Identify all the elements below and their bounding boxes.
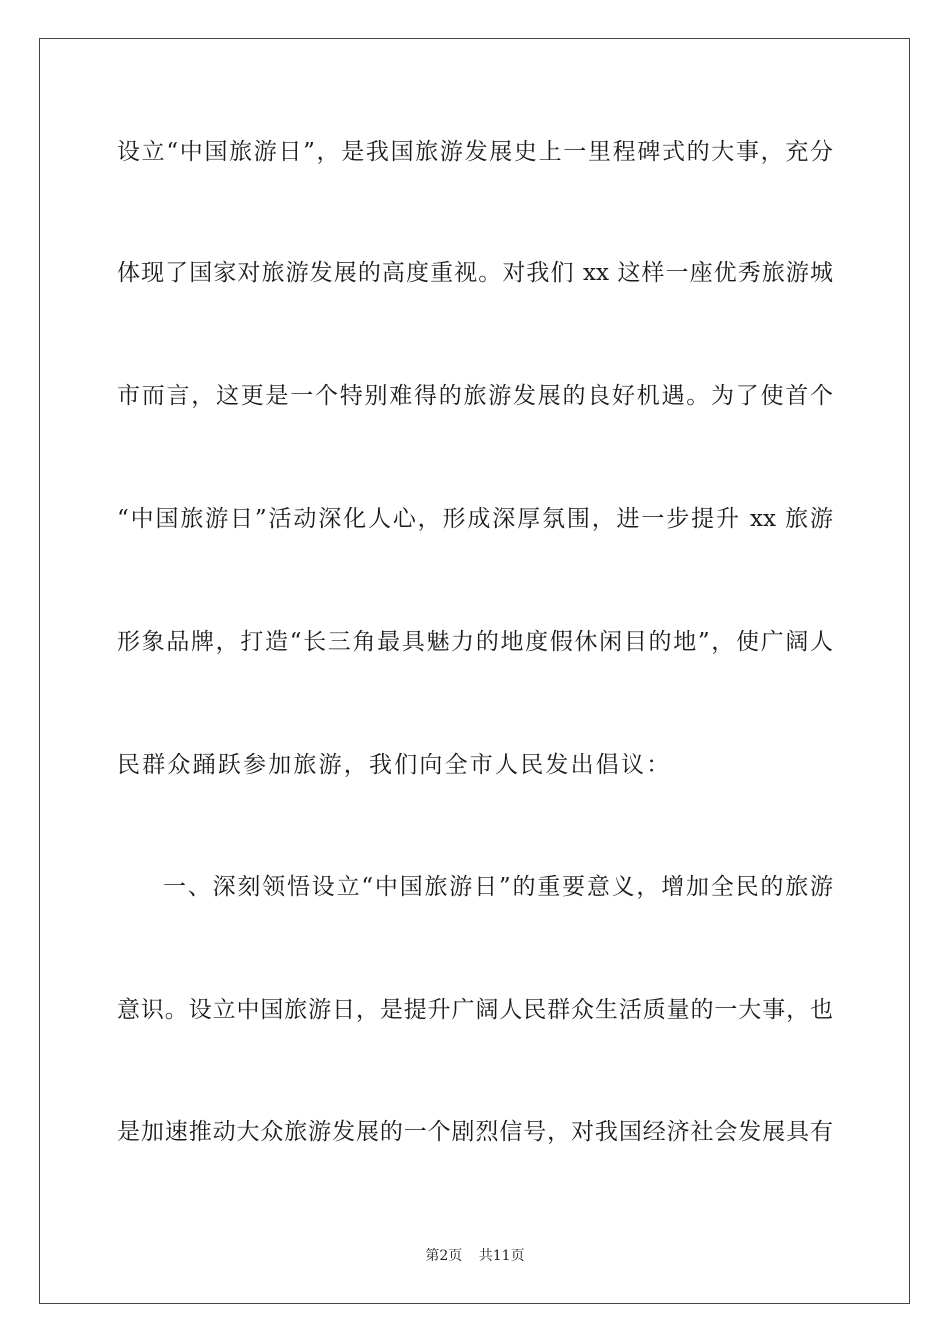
paragraph-line: 意识。设立中国旅游日，是提升广阔人民群众生活质量的一大事，也 xyxy=(117,997,833,1023)
page-footer xyxy=(0,1246,950,1266)
paragraph-line: 民群众踊跃参加旅游，我们向全市人民发出倡议： xyxy=(117,752,672,778)
page-border xyxy=(39,38,910,1304)
paragraph-line: 是加速推动大众旅游发展的一个剧烈信号，对我国经济社会发展具有 xyxy=(117,1119,833,1145)
page-total: 共11页 xyxy=(478,1248,525,1264)
paragraph-line: 体现了国家对旅游发展的高度重视。对我们 xx 这样一座优秀旅游城 xyxy=(117,260,833,286)
paragraph-line: 设立“中国旅游日”，是我国旅游发展史上一里程碑式的大事，充分 xyxy=(117,139,833,165)
page-number: 第2页 xyxy=(425,1248,463,1264)
paragraph-line: 形象品牌，打造“长三角最具魅力的地度假休闲目的地”，使广阔人 xyxy=(117,629,833,655)
paragraph-line: “中国旅游日”活动深化人心，形成深厚氛围，进一步提升 xx 旅游 xyxy=(117,506,833,532)
paragraph-line: 一、深刻领悟设立“中国旅游日”的重要意义，增加全民的旅游 xyxy=(163,874,833,900)
paragraph-line: 市而言，这更是一个特别难得的旅游发展的良好机遇。为了使首个 xyxy=(117,383,833,409)
